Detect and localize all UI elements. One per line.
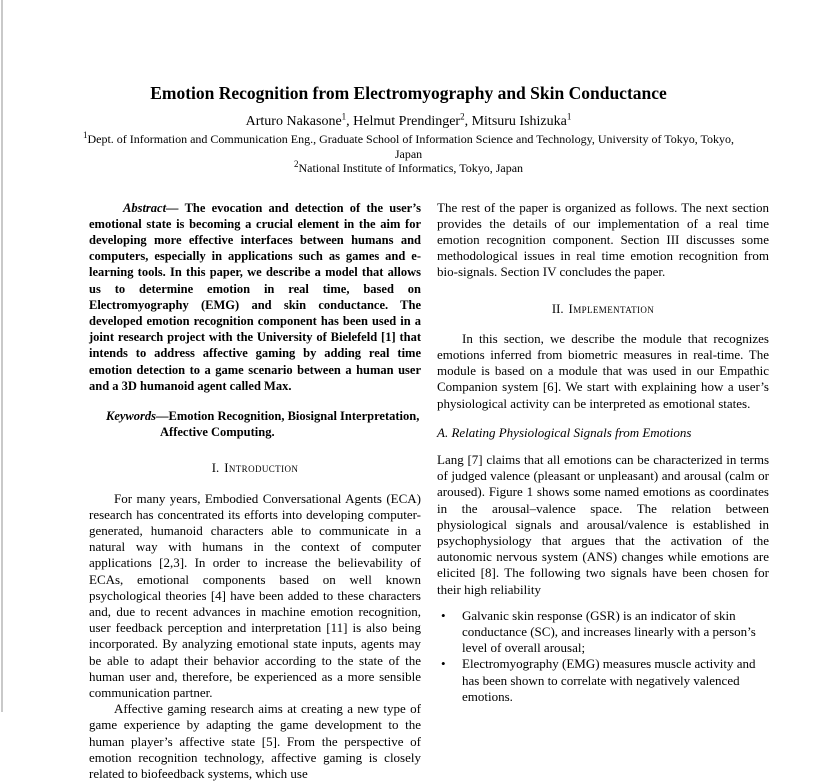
abstract-paragraph [89, 200, 421, 394]
affiliations-block [0, 132, 817, 176]
list-item [437, 656, 769, 705]
bullet-text-gsr: Galvanic skin response (GSR) is an indicator of skin conductance (SC), and increases linearly with a person’s level of overall arousal; [462, 608, 769, 657]
section-heading-introduction [89, 460, 421, 476]
page-title: Emotion Recognition from Electromyography and Skin Conductance [0, 83, 817, 103]
affiliation-line [81, 132, 736, 161]
section-title: Implementation [569, 302, 655, 316]
page-edge-divider [1, 0, 3, 712]
affiliation-text: Dept. of Information and Communication Eng., Graduate School of Information Science and Technology, University of Tokyo, Tokyo, Japan [87, 132, 734, 161]
physiological-signals-paragraph: Lang [7] claims that all emotions can be characterized in terms of judged valence (pleasant or unpleasant) and arousal (calm or aroused). Figure 1 shows some named emotions as coordinates in the arousal–valence space. The relation between physiological signals and arousal/valence is established in psychophysiology that argues that the activation of the autonomic nervous system (ANS) changes while emotions are elicited [8]. The following two signals have been chosen for their high reliability [437, 452, 769, 598]
author-name: Mitsuru Ishizuka [472, 114, 567, 129]
author-affiliation-mark: 2 [460, 111, 465, 121]
abstract-label: Abstract— [123, 201, 179, 215]
right-column [437, 200, 769, 782]
implementation-paragraph-1: In this section, we describe the module that recognizes emotions inferred from biometric measures in real-time. The module is based on a module that was used in our Empathic Companion system [6]. We start with explaining how a user’s physiological activity can be interpreted as emotional states. [437, 331, 769, 412]
bullet-icon: • [437, 656, 462, 705]
keywords-paragraph [89, 408, 421, 440]
paper-organization-paragraph: The rest of the paper is organized as follows. The next section provides the details of our implementation of a real time emotion recognition component. Section III discusses some methodological issues in real time emotion recognition from bio-signals. Section IV concludes the paper. [437, 200, 769, 281]
signals-bullet-list [437, 608, 769, 705]
author-name: Helmut Prendinger [353, 114, 460, 129]
two-column-body [0, 200, 817, 782]
keywords-label: Keywords [106, 409, 156, 423]
section-heading-implementation [437, 301, 769, 317]
authors-line [0, 113, 817, 130]
left-column [89, 200, 421, 782]
affiliation-text: National Institute of Informatics, Tokyo, Japan [298, 161, 523, 175]
author-name: Arturo Nakasone [246, 114, 342, 129]
author-affiliation-mark: 1 [342, 111, 347, 121]
abstract-text: The evocation and detection of the user’s emotional state is becoming a crucial element in the aim for developing more effective interfaces between humans and computers, especially in applications such as games and e-learning tools. In this paper, we describe a model that allows us to determine emotion in real time, based on Electromyography (EMG) and skin conductance. The developed emotion recognition component has been used in a joint research project with the University of Bielefeld [1] that intends to address affective gaming by adding real time emotion detection to a game scenario between a human user and a 3D humanoid agent called Max. [89, 201, 421, 393]
keywords-text: —Emotion Recognition, Biosignal Interpretation, Affective Computing. [156, 409, 419, 439]
affiliation-line [0, 161, 817, 176]
subsection-heading-a: A. Relating Physiological Signals from Emotions [437, 425, 769, 441]
bullet-text-emg: Electromyography (EMG) measures muscle activity and has been shown to correlate with negatively valenced emotions. [462, 656, 769, 705]
affiliation-mark: 2 [294, 159, 299, 169]
author-separator: , [346, 114, 353, 129]
section-title: Introduction [224, 461, 298, 475]
introduction-paragraph-2: Affective gaming research aims at creating a new type of game experience by adapting the game development to the human player’s affective state [5]. From the perspective of emotion recognition technology, affective gaming is closely related to biofeedback systems, which use [89, 701, 421, 782]
introduction-paragraph-1: For many years, Embodied Conversational Agents (ECA) research has concentrated its efforts into developing computer-generated, humanoid characters able to communicate in a natural way with humans in the context of computer applications [2,3]. In order to increase the believability of ECAs, emotional components based on well known psychological theories [4] have been added to these characters and, due to recent advances in machine emotion recognition, user feedback perception and interpretation [11] is also being incorporated. By analyzing emotional state inputs, agents may be able to adapt their behavior according to the state of the human user and, therefore, be experienced as a more sensible communication partner. [89, 491, 421, 702]
bullet-icon: • [437, 608, 462, 657]
author-affiliation-mark: 1 [567, 111, 572, 121]
section-number: I. [212, 461, 219, 475]
affiliation-mark: 1 [83, 130, 88, 140]
list-item [437, 608, 769, 657]
author-separator: , [465, 114, 472, 129]
section-number: II. [552, 302, 564, 316]
